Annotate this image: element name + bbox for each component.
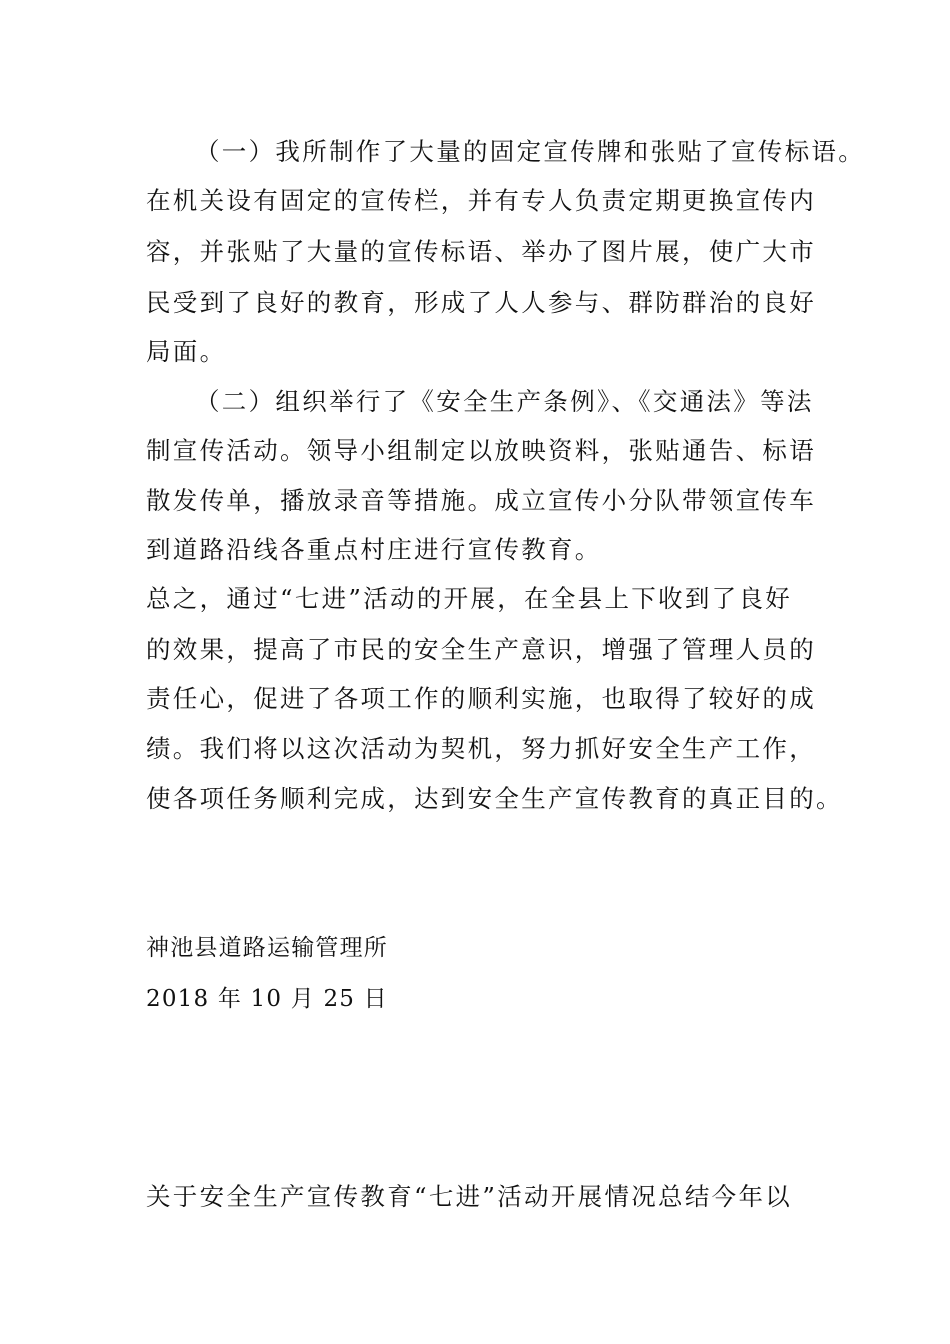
text-line: （二）组织举行了《安全生产条例》、《交通法》等法 — [195, 387, 814, 416]
text-line: 散发传单，播放录音等措施。成立宣传小分队带领宣传车 — [146, 486, 816, 515]
text-line: 在机关设有固定的宣传栏，并有专人负责定期更换宣传内 — [146, 186, 816, 215]
text-line: 使各项任务顺利完成，达到安全生产宣传教育的真正目的。 — [146, 784, 843, 813]
text-line: 总之，通过“七进”活动的开展，在全县上下收到了良好 — [146, 584, 793, 613]
text-line: 到道路沿线各重点村庄进行宣传教育。 — [146, 535, 602, 564]
text-line: 的效果，提高了市民的安全生产意识，增强了管理人员的 — [146, 635, 816, 664]
text-line: 责任心，促进了各项工作的顺利实施，也取得了较好的成 — [146, 684, 816, 713]
signature-organization: 神池县道路运输管理所 — [146, 935, 388, 961]
text-line: 绩。我们将以这次活动为契机，努力抓好安全生产工作， — [146, 734, 816, 763]
text-line: 民受到了良好的教育，形成了人人参与、群防群治的良好 — [146, 288, 816, 317]
next-section-title: 关于安全生产宣传教育“七进”活动开展情况总结今年以 — [146, 1182, 793, 1211]
text-line: 制宣传活动。领导小组制定以放映资料，张贴通告、标语 — [146, 436, 816, 465]
signature-date: 2018 年 10 月 25 日 — [146, 986, 388, 1012]
text-line: 局面。 — [146, 337, 227, 366]
text-line: 容，并张贴了大量的宣传标语、举办了图片展，使广大市 — [146, 237, 816, 266]
text-line: （一）我所制作了大量的固定宣传牌和张贴了宣传标语。 — [195, 137, 865, 166]
